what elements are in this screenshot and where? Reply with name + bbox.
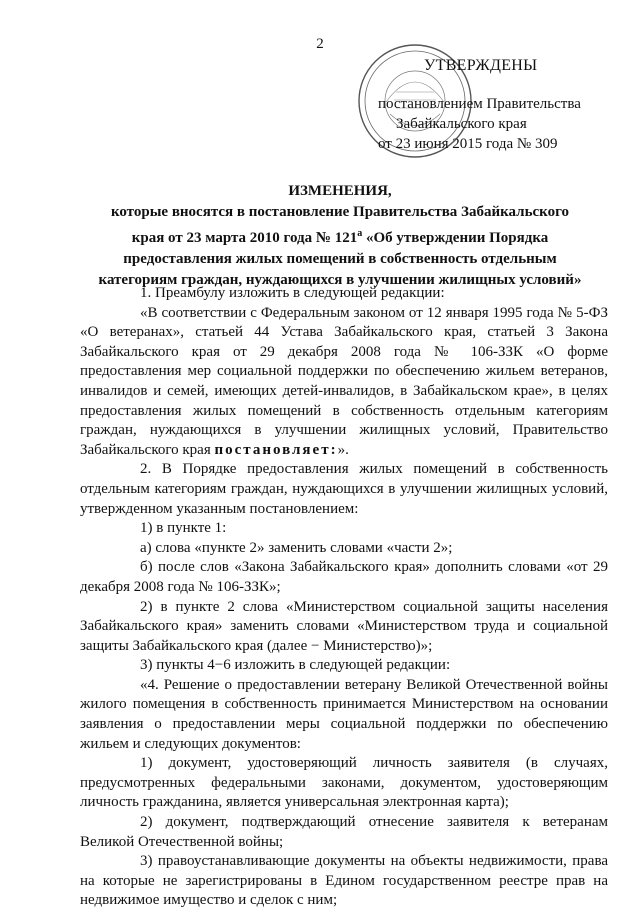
- title-line-2: [90, 223, 590, 249]
- paragraph: 2. В Порядке предоставления жилых помещений в собственность отдельным категориям граждан, нуждающихся в улучшении жилищных условий, утвержденном указанным постановлением:: [80, 461, 608, 517]
- footnote-mark: а: [357, 228, 363, 239]
- preamble-end: ».: [337, 441, 349, 458]
- paragraph: 3) пункты 4−6 изложить в следующей редакции:: [140, 657, 451, 674]
- paragraph: 2) в пункте 2 слова «Министерством социальной защиты населения Забайкальского края» заменить словами «Министерством труда и социальной защиты Забайкальского края (далее − Министерство)»;: [80, 598, 608, 654]
- paragraph: «4. Решение о предоставлении ветерану Великой Отечественной войны жилого помещения в собственность принимается Министерством на основании заявления о предоставлении меры социальной поддержки по обеспечению жильем и следующих документов:: [80, 676, 608, 752]
- resolution-date: от 23 июня 2015 года № 309: [378, 136, 558, 152]
- document-body: [80, 284, 608, 911]
- preamble-text: «В соответствии с Федеральным законом от 12 января 1995 года № 5-ФЗ «О ветеранах», статьей 44 Устава Забайкальского края, статьей 3 Закона Забайкальского края от 29 декабря 2008 года № 106-ЗЗК «О форме предоставления мер социальной поддержки по обеспечению жильем ветеранов, инвалидов и семей, имеющих детей-инвалидов, в Забайкальском крае», в целях предоставления жилых помещений в собственность отдельным категориям граждан, нуждающихся в улучшении жилищных условий, Правительство Забайкальского края: [80, 304, 608, 458]
- approved-label: УТВЕРЖДЕНЫ: [424, 57, 538, 74]
- paragraph: б) после слов «Закона Забайкальского края» дополнить словами «от 29 декабря 2008 года № 106-ЗЗК»;: [80, 559, 608, 595]
- title-line-3: предоставления жилых помещений в собственность отдельным: [123, 251, 557, 267]
- paragraph: 3) правоустанавливающие документы на объекты недвижимости, права на которые не зарегистрированы в Едином государственном реестре прав на недвижимое имущество и сделок с ним;: [80, 853, 608, 909]
- title-line-4: категориям граждан, нуждающихся в улучшении жилищных условий»: [98, 272, 582, 288]
- paragraph-preamble: [80, 304, 608, 461]
- title-line-1: которые вносятся в постановление Правительства Забайкальского: [110, 204, 570, 220]
- paragraph: а) слова «пункте 2» заменить словами «части 2»;: [140, 539, 453, 556]
- paragraph: 1) в пункте 1:: [140, 520, 227, 537]
- document-title: [90, 181, 590, 291]
- title-line-2-text: края от 23 марта 2010 года № 121: [131, 230, 358, 246]
- paragraph: 2) документ, подтверждающий отнесение заявителя к ветеранам Великой Отечественной войны;: [80, 814, 608, 850]
- approval-block: [360, 56, 610, 154]
- paragraph: 1. Преамбулу изложить в следующей редакции:: [140, 285, 445, 301]
- region-label: Забайкальского края: [396, 116, 527, 132]
- paragraph: 1) документ, удостоверяющий личность заявителя (в случаях, предусмотренных федеральными законами, документом, удостоверяющим личность гражданина, является универсальная электронная карта);: [80, 755, 608, 811]
- resolution-label: постановлением Правительства: [378, 96, 581, 112]
- resolves-word: постановляет:: [214, 441, 338, 458]
- title-line-2-end: «Об утверждении Порядка: [362, 230, 549, 246]
- page-number: 2: [316, 36, 324, 52]
- title-heading: ИЗМЕНЕНИЯ,: [288, 183, 392, 199]
